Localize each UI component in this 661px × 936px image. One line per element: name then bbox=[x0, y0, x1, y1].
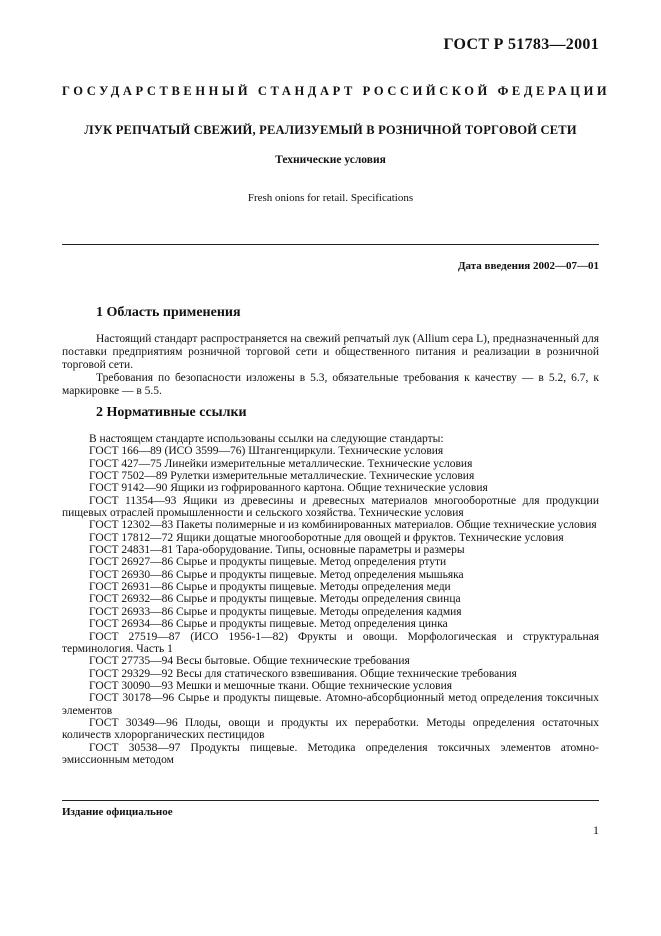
section-1-paragraph-1: Настоящий стандарт распространяется на свежий репчатый лук (Allium cepa L), предназначенный для поставки предприятиям розничной торговой сети и общественного питания и реализации в розничной торговой сети. bbox=[62, 333, 599, 371]
reference-item: ГОСТ 24831—81 Тара-оборудование. Типы, основные параметры и размеры bbox=[89, 544, 465, 557]
document-title: ЛУК РЕПЧАТЫЙ СВЕЖИЙ, РЕАЛИЗУЕМЫЙ В РОЗНИЧНОЙ ТОРГОВОЙ СЕТИ bbox=[84, 123, 577, 137]
reference-item: ГОСТ 30349—96 Плоды, овощи и продукты их переработки. Методы определения остаточных количеств хлорорганических пестицидов bbox=[62, 716, 599, 742]
reference-item: ГОСТ 26927—86 Сырье и продукты пищевые. Метод определения ртути bbox=[89, 556, 447, 569]
introduction-date: Дата введения 2002—07—01 bbox=[457, 260, 599, 272]
footer-divider bbox=[62, 800, 599, 801]
reference-item: ГОСТ 11354—93 Ящики из древесины и древесных материалов многооборотные для продукции пищевых отраслей промышленности и сельского хозяйства. Технические условия bbox=[62, 494, 599, 520]
reference-item: ГОСТ 26933—86 Сырье и продукты пищевые. Методы определения кадмия bbox=[89, 605, 462, 618]
reference-item: ГОСТ 26931—86 Сырье и продукты пищевые. Методы определения меди bbox=[89, 581, 451, 594]
state-standard-banner: ГОСУДАРСТВЕННЫЙ СТАНДАРТ РОССИЙСКОЙ ФЕДЕРАЦИИ bbox=[62, 84, 611, 98]
section-1-paragraph-2: Требования по безопасности изложены в 5.3, обязательные требования к качеству — в 5.2, 6.7, к маркировке — в 5.5. bbox=[62, 372, 599, 397]
reference-item: ГОСТ 29329—92 Весы для статического взвешивания. Общие технические требования bbox=[89, 667, 517, 680]
section-2-heading: 2 Нормативные ссылки bbox=[96, 405, 247, 420]
reference-item: ГОСТ 30178—96 Сырье и продукты пищевые. Атомно-абсорбционный метод определения токсичных элементов bbox=[62, 692, 599, 717]
reference-item: ГОСТ 166—89 (ИСО 3599—76) Штангенциркули. Технические условия bbox=[89, 445, 444, 458]
reference-item: ГОСТ 427—75 Линейки измерительные металлические. Технические условия bbox=[89, 457, 473, 470]
references-intro: В настоящем стандарте использованы ссылки на следующие стандарты: bbox=[89, 433, 444, 445]
english-title: Fresh onions for retail. Specifications bbox=[247, 192, 414, 204]
reference-item: ГОСТ 7502—89 Рулетки измерительные металлические. Технические условия bbox=[89, 470, 475, 483]
reference-item: ГОСТ 27735—94 Весы бытовые. Общие технические требования bbox=[89, 655, 410, 668]
title-divider bbox=[62, 244, 599, 245]
reference-item: ГОСТ 17812—72 Ящики дощатые многооборотные для овощей и фруктов. Технические условия bbox=[89, 531, 564, 544]
page-number: 1 bbox=[593, 823, 599, 837]
normative-references-list bbox=[62, 433, 599, 766]
reference-item: ГОСТ 9142—90 Ящики из гофрированного картона. Общие технические условия bbox=[89, 482, 488, 495]
reference-item: ГОСТ 26930—86 Сырье и продукты пищевые. Метод определения мышьяка bbox=[89, 568, 464, 581]
reference-item: ГОСТ 30538—97 Продукты пищевые. Методика определения токсичных элементов атомно-эмиссионным методом bbox=[62, 741, 599, 766]
reference-item: ГОСТ 27519—87 (ИСО 1956-1—82) Фрукты и овощи. Морфологическая и структуральная терминология. Часть 1 bbox=[62, 630, 599, 655]
document-subtitle: Технические условия bbox=[275, 154, 386, 166]
reference-item: ГОСТ 30090—93 Мешки и мешочные ткани. Общие технические условия bbox=[89, 679, 453, 692]
official-edition-label: Издание официальное bbox=[62, 806, 173, 818]
reference-item: ГОСТ 12302—83 Пакеты полимерные и из комбинированных материалов. Общие технические условия bbox=[89, 519, 597, 532]
reference-item: ГОСТ 26934—86 Сырье и продукты пищевые. Метод определения цинка bbox=[89, 618, 448, 631]
gost-number: ГОСТ Р 51783—2001 bbox=[443, 36, 599, 53]
reference-item: ГОСТ 26932—86 Сырье и продукты пищевые. Методы определения свинца bbox=[89, 593, 461, 606]
section-1-heading: 1 Область применения bbox=[96, 305, 241, 320]
